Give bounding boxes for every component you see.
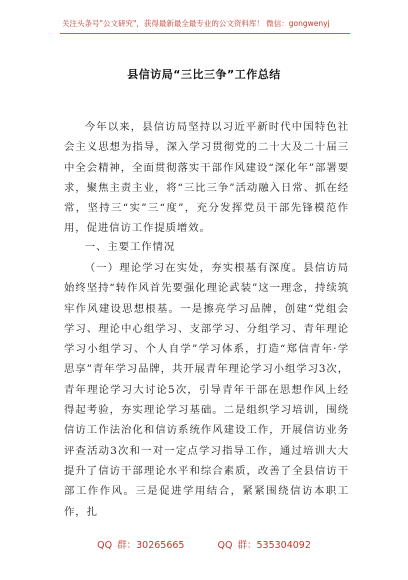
footer-qq-group-1: QQ 群：30265665 <box>97 540 185 551</box>
footer-qq-group-2: QQ 群：535304092 <box>217 540 311 551</box>
document-title: 县信访局“三比三争”工作总结 <box>127 68 281 81</box>
section-heading: 一、主要工作情况 <box>84 241 176 253</box>
header-note: 关注头条号"公文研究"，获得最新最全最专业的公文资料库！ 微信：gongwenyj <box>62 19 330 28</box>
footer-contact <box>0 537 408 551</box>
intro-paragraph: 今年以来，县信访局坚持以习近平新时代中国特色社会主义思想为指导，深入学习贯彻党的二十大及二十届三中全会精神，全面贯彻落实干部作风建设“深化年”部署要求，聚焦主责主业，将“三比三争”活动融入日常、抓在经常，坚持三“实”三“度”，充分发挥党员干部先锋模范作用，促进信访工作提质增效。 <box>64 121 349 235</box>
section-paragraph: （一）理论学习在实处，夯实根基有深度。县信访局始终坚持“转作风首先要强化理论武装”这一理念，持续筑牢作风建设思想根基。一是擦亮学习品牌，创建“党组会学习、理论中心组学习、支部学习、分组学习、青年理论学习小组学习、个人自学”学习体系，打造“郑信青年·学思享”青年学习品牌，共开展青年理论学习小组学习3次，青年理论学习大讨论5次，引导青年干部在思想作风上经得起考验，夯实理论学习基础。二是组织学习培训，围绕信访工作法治化和信访系统作风建设工作，开展信访业务评查活动3次和一对一定点学习指导工作，通过培训大大提升了信访干部理论水平和综合素质，改善了全县信访干部工作作风。三是促进学用结合，紧紧围绕信访本职工作，扎 <box>64 262 349 518</box>
header-divider <box>60 33 350 34</box>
